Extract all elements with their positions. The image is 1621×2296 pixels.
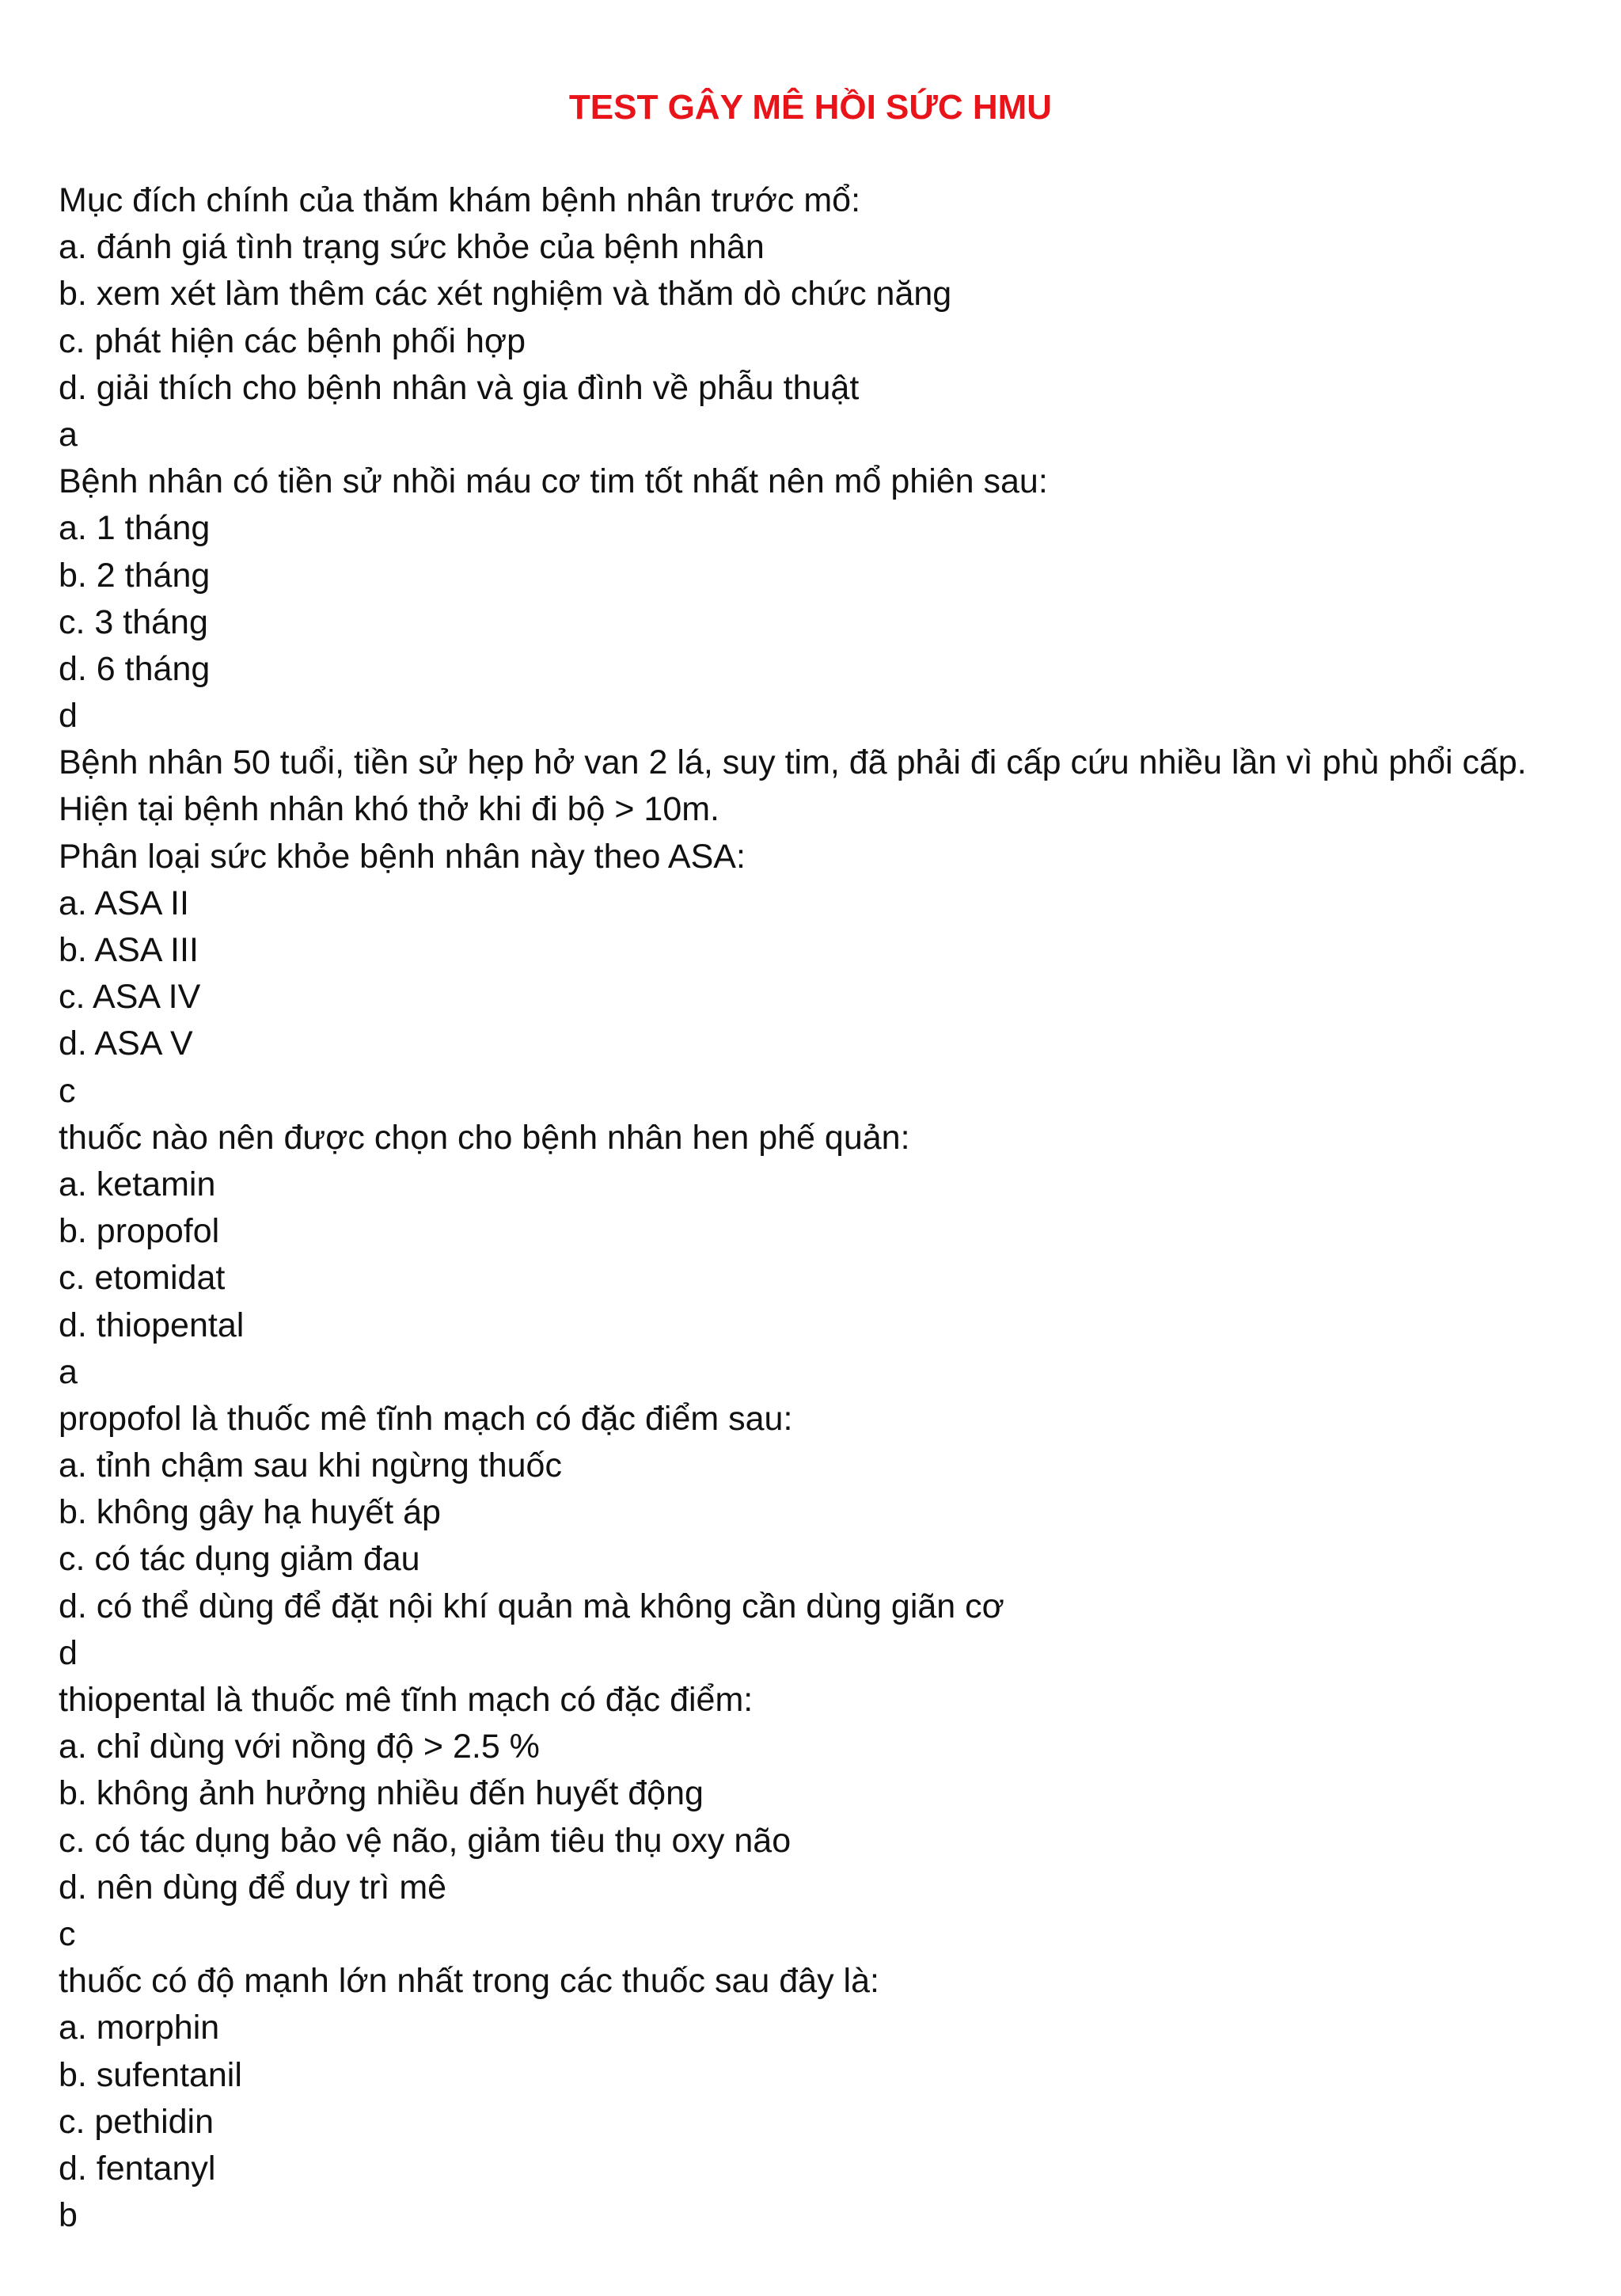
- answer-option: d. giải thích cho bệnh nhân và gia đình về phẫu thuật: [59, 368, 860, 407]
- question-block: [59, 1396, 1594, 1677]
- answer-option: a. đánh giá tình trạng sức khỏe của bệnh nhân: [59, 228, 765, 267]
- question-text: thuốc nào nên được chọn cho bệnh nhân hen phế quản:: [59, 1118, 910, 1157]
- document-title: TEST GÂY MÊ HỒI SỨC HMU: [568, 88, 1053, 127]
- answer-option: b. 2 tháng: [59, 556, 211, 595]
- correct-answer: d: [59, 697, 78, 736]
- question-block: [59, 1677, 1594, 1958]
- answer-option: c. 3 tháng: [59, 603, 208, 641]
- question-text: Phân loại sức khỏe bệnh nhân này theo ASA:: [59, 837, 746, 876]
- correct-answer: a: [59, 415, 78, 454]
- question-text: propofol là thuốc mê tĩnh mạch có đặc điểm sau:: [59, 1399, 793, 1438]
- question-list: [59, 177, 1594, 2239]
- question-text: Bệnh nhân 50 tuổi, tiền sử hẹp hở van 2 lá, suy tim, đã phải đi cấp cứu nhiều lần vì phù phổi cấp.: [59, 743, 1527, 782]
- question-text: Bệnh nhân có tiền sử nhồi máu cơ tim tốt nhất nên mổ phiên sau:: [59, 462, 1048, 501]
- correct-answer: d: [59, 1633, 78, 1672]
- answer-option: c. etomidat: [59, 1259, 226, 1298]
- answer-option: c. có tác dụng giảm đau: [59, 1540, 420, 1579]
- answer-option: c. phát hiện các bệnh phối hợp: [59, 321, 526, 360]
- answer-option: d. có thể dùng để đặt nội khí quản mà không cần dùng giãn cơ: [59, 1587, 1004, 1625]
- correct-answer: b: [59, 2196, 78, 2235]
- answer-option: a. chỉ dùng với nồng độ > 2.5 %: [59, 1728, 540, 1766]
- answer-option: b. xem xét làm thêm các xét nghiệm và thăm dò chức năng: [59, 275, 952, 314]
- answer-option: a. ASA II: [59, 884, 189, 922]
- answer-option: d. nên dùng để duy trì mê: [59, 1868, 447, 1906]
- answer-option: c. ASA IV: [59, 978, 201, 1017]
- answer-option: d. 6 tháng: [59, 649, 211, 688]
- question-block: [59, 177, 1594, 458]
- answer-option: a. morphin: [59, 2009, 220, 2047]
- correct-answer: a: [59, 1352, 78, 1391]
- question-text: Mục đích chính của thăm khám bệnh nhân trước mổ:: [59, 181, 861, 219]
- answer-option: a. 1 tháng: [59, 509, 211, 548]
- answer-option: c. có tác dụng bảo vệ não, giảm tiêu thụ oxy não: [59, 1821, 792, 1860]
- answer-option: d. fentanyl: [59, 2149, 216, 2188]
- question-block: [59, 1115, 1594, 1396]
- answer-option: b. sufentanil: [59, 2055, 242, 2094]
- question-text: thuốc có độ mạnh lớn nhất trong các thuốc sau đây là:: [59, 1962, 879, 2001]
- answer-option: a. tỉnh chậm sau khi ngừng thuốc: [59, 1446, 562, 1485]
- question-text: thiopental là thuốc mê tĩnh mạch có đặc điểm:: [59, 1681, 754, 1719]
- question-block: [59, 1958, 1594, 2239]
- answer-option: a. ketamin: [59, 1165, 216, 1203]
- question-text: Hiện tại bệnh nhân khó thở khi đi bộ > 10m.: [59, 790, 719, 829]
- answer-option: b. propofol: [59, 1212, 220, 1251]
- answer-option: c. pethidin: [59, 2102, 214, 2141]
- correct-answer: c: [59, 1914, 76, 1953]
- question-block: [59, 458, 1594, 739]
- correct-answer: c: [59, 1071, 76, 1110]
- answer-option: b. ASA III: [59, 931, 199, 969]
- answer-option: d. ASA V: [59, 1024, 193, 1063]
- question-block: [59, 739, 1594, 1115]
- answer-option: b. không gây hạ huyết áp: [59, 1493, 441, 1532]
- answer-option: d. thiopental: [59, 1306, 245, 1344]
- answer-option: b. không ảnh hưởng nhiều đến huyết động: [59, 1774, 704, 1813]
